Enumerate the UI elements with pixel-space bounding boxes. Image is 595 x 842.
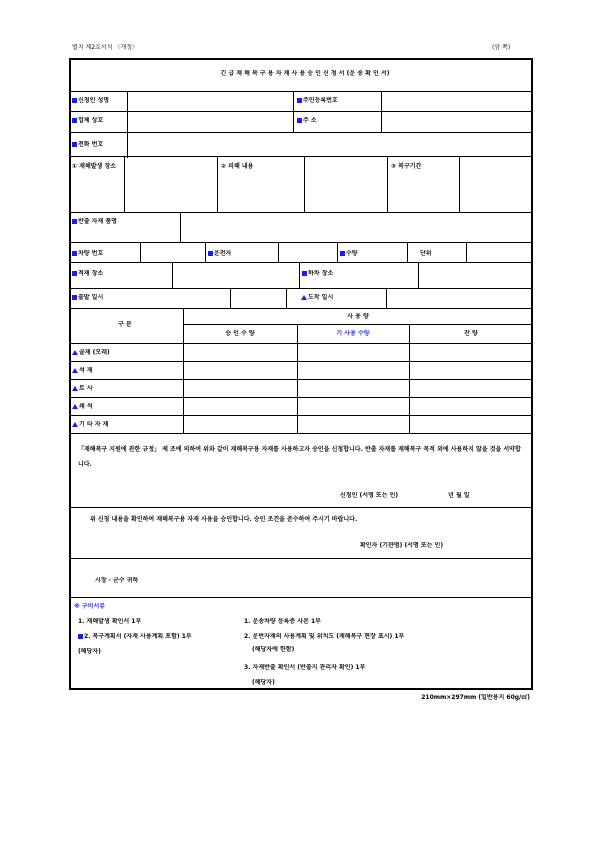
notes-title: ※ 구비서류 xyxy=(74,603,106,610)
form-number: 별지 제2호서식 〈개정〉 xyxy=(72,44,139,51)
note-item: (해당자) xyxy=(252,679,275,686)
divider xyxy=(69,507,533,508)
divider xyxy=(69,433,533,434)
table-col-c: 잔 량 xyxy=(464,330,478,337)
divider xyxy=(407,242,408,262)
table-col-category: 구 분 xyxy=(118,321,132,328)
divider xyxy=(69,415,533,416)
divider xyxy=(418,262,419,288)
divider xyxy=(387,156,388,212)
divider xyxy=(466,242,467,262)
table-col-a: 승 인 수 량 xyxy=(225,330,255,337)
address-label: 주 소 xyxy=(297,117,317,124)
note-item: (해당자) xyxy=(78,648,101,655)
table-row: 골재 (모래) xyxy=(72,349,110,356)
note-item: (해당자에 한함) xyxy=(252,646,295,653)
divider xyxy=(69,597,533,598)
divider xyxy=(183,324,533,325)
divider xyxy=(69,558,533,559)
damage-label: ② 피해 내용 xyxy=(221,163,254,170)
unit-label: 단위 xyxy=(420,250,432,257)
confirm-text: 위 신청 내용을 확인하여 재해복구용 자재 사용을 승인합니다. 승인 조건을 준수하여 주시기 바랍니다. xyxy=(90,516,358,523)
unload-label: 하차 장소 xyxy=(302,270,333,277)
divider xyxy=(69,379,533,380)
period-label: ③ 복구기간 xyxy=(391,163,422,170)
divider xyxy=(127,91,128,158)
divider xyxy=(69,91,533,92)
signature-line: 신청인 (서명 또는 인) xyxy=(340,492,399,499)
divider xyxy=(459,156,460,212)
divider xyxy=(69,343,533,344)
divider xyxy=(278,242,279,262)
note-item: 2. 복구계획서 (자재 사용계획 포함) 1부 xyxy=(78,633,192,640)
arrival-label: 도착 일시 xyxy=(301,294,333,301)
table-col-b: 기 사용 수량 xyxy=(336,330,370,337)
divider xyxy=(69,111,533,112)
divider xyxy=(140,242,141,262)
divider xyxy=(69,262,533,263)
note-item: 2. 운반자재의 사용계획 및 위치도 (재해복구 현장 표시) 1부 xyxy=(244,633,405,640)
divider xyxy=(69,397,533,398)
confirm-sign: 확인자 (기관명) (서명 또는 인) xyxy=(360,542,444,549)
divider xyxy=(69,212,533,213)
form-title: 긴 급 재 해 복 구 용 자 재 사 용 승 인 신 청 서 (운 송 확 인 서) xyxy=(220,70,390,77)
note-item: 1. 재해발생 확인서 1부 xyxy=(78,618,142,625)
table-row: 석 재 xyxy=(72,367,93,374)
table-row: 쇄 석 xyxy=(72,403,93,410)
divider xyxy=(299,262,300,288)
divider xyxy=(69,308,533,309)
divider xyxy=(217,156,218,212)
note-item: 3. 자재반출 확인서 (반출지 관리자 확인) 1부 xyxy=(244,664,366,671)
divider xyxy=(180,212,181,242)
driver-label: 운전자 xyxy=(208,250,231,257)
table-row: 기 타 자 재 xyxy=(72,421,108,428)
departure-label: 출발 일시 xyxy=(72,294,103,301)
divider xyxy=(386,288,387,308)
company-name-label: 업체 상호 xyxy=(72,117,103,124)
recipient: 시장 · 군수 귀하 xyxy=(95,577,139,584)
divider xyxy=(69,288,533,289)
divider xyxy=(124,156,125,212)
item-label: 반출 자재 품명 xyxy=(72,218,117,225)
page-mark: (앞 쪽) xyxy=(492,44,511,51)
note-item: 1. 운송차량 등록증 사본 1부 xyxy=(244,618,321,625)
applicant-name-label: 신청인 성명 xyxy=(72,97,109,104)
declaration-text: 「재해복구 지원에 관한 규정」 제 조에 의하여 위와 같이 재해복구용 자재를 사용하고자 승인을 신청합니다. 반출 자재를 재해복구 목적 외에 사용하지 않을 것을 서약합니다. xyxy=(78,446,521,468)
divider xyxy=(286,288,287,308)
divider xyxy=(69,132,533,133)
load-label: 적재 장소 xyxy=(72,270,103,277)
applicant-id-label: 주민등록번호 xyxy=(297,97,338,104)
divider xyxy=(69,242,533,243)
divider xyxy=(69,361,533,362)
table-col-group: 사 용 량 xyxy=(347,313,369,320)
divider xyxy=(304,156,305,212)
place-label: ① 재해발생 장소 xyxy=(72,163,117,170)
quantity-label: 수량 xyxy=(340,250,358,257)
divider xyxy=(172,262,173,288)
paper-size-footer: 210mm×297mm (일반용지 60g/㎡) xyxy=(421,694,530,701)
divider xyxy=(230,288,231,308)
divider xyxy=(69,156,533,157)
date-line: 년 월 일 xyxy=(448,492,470,499)
car-label: 차량 번호 xyxy=(72,250,103,257)
divider xyxy=(337,242,338,262)
divider xyxy=(205,242,206,262)
phone-label: 전화 번호 xyxy=(72,141,103,148)
table-row: 토 사 xyxy=(72,385,93,392)
form-frame xyxy=(69,58,533,690)
